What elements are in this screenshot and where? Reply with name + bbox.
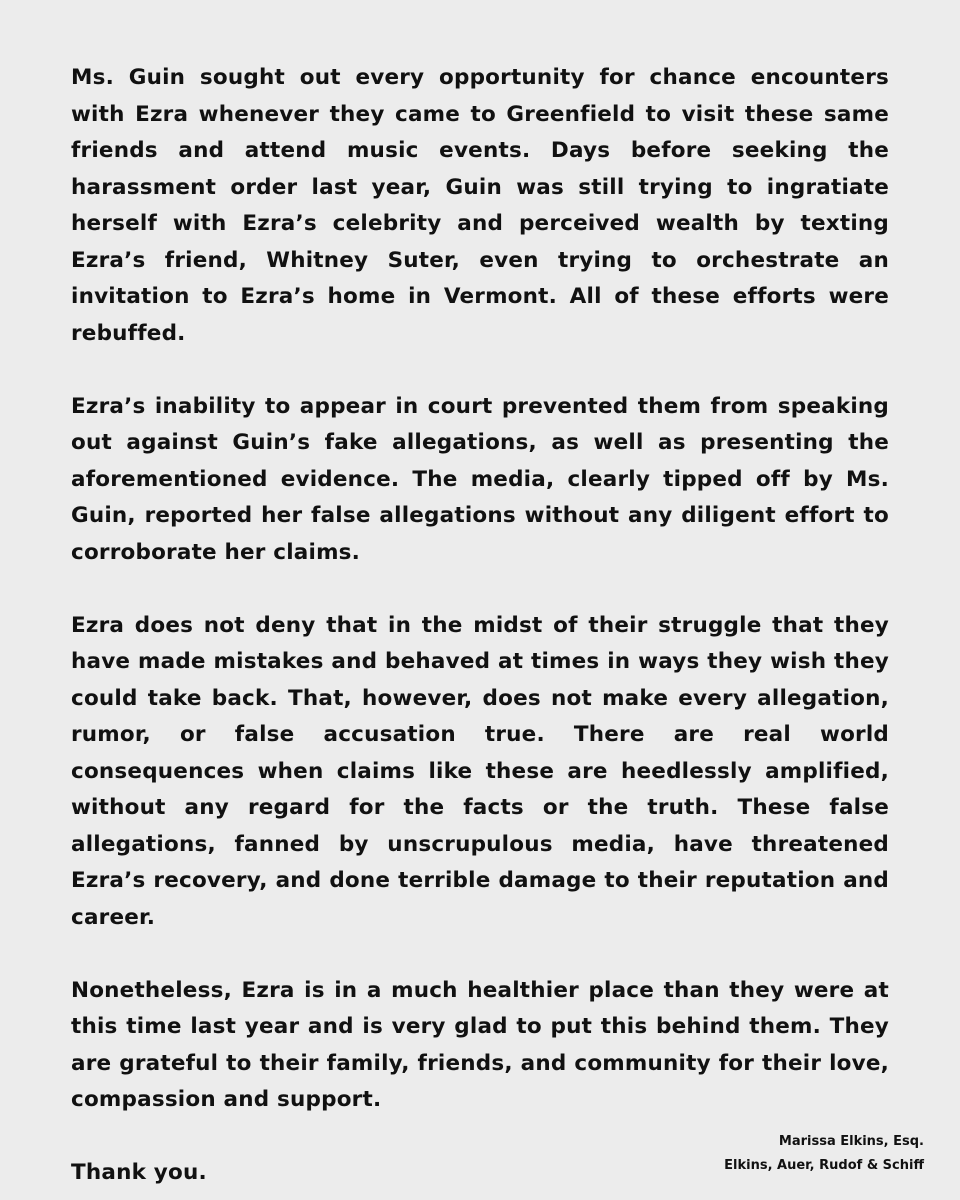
- paragraph-mistakes: Ezra does not deny that in the midst of their struggle that they have made mistakes and behaved at times in ways they wish they could take back. That, however, does not make every allegation, rumor, or false accusation true. There are real world consequences when claims like these are heedlessly amplified, without any regard for the facts or the truth. These false allegations, fanned by unscrupulous media, have threatened Ezra’s recovery, and done terrible damage to their reputation and career.: [71, 612, 889, 930]
- statement-body: [71, 60, 889, 1192]
- paragraph-healthier-place: Nonetheless, Ezra is in a much healthier place than they were at this time last year and is very glad to put this behind them. They are grateful to their family, friends, and community for their love, compassion and support.: [71, 977, 889, 1112]
- signature-name: Marissa Elkins, Esq.: [778, 1134, 924, 1149]
- signature-block: [724, 1130, 924, 1178]
- paragraph-court-inability: Ezra’s inability to appear in court prevented them from speaking out against Guin’s fake allegations, as well as presenting the aforementioned evidence. The media, clearly tipped off by Ms. Guin, reported her false allegations without any diligent effort to corroborate her claims.: [71, 393, 889, 565]
- closing-thank-you: Thank you.: [71, 1160, 207, 1185]
- paragraph-guin-encounters: Ms. Guin sought out every opportunity for chance encounters with Ezra whenever they came to Greenfield to visit these same friends and attend music events. Days before seeking the harassment order last year, Guin was still trying to ingratiate herself with Ezra’s celebrity and perceived wealth by texting Ezra’s friend, Whitney Suter, even trying to orchestrate an invitation to Ezra’s home in Vermont. All of these efforts were rebuffed.: [71, 65, 889, 346]
- signature-firm: Elkins, Auer, Rudof & Schiff: [724, 1158, 924, 1173]
